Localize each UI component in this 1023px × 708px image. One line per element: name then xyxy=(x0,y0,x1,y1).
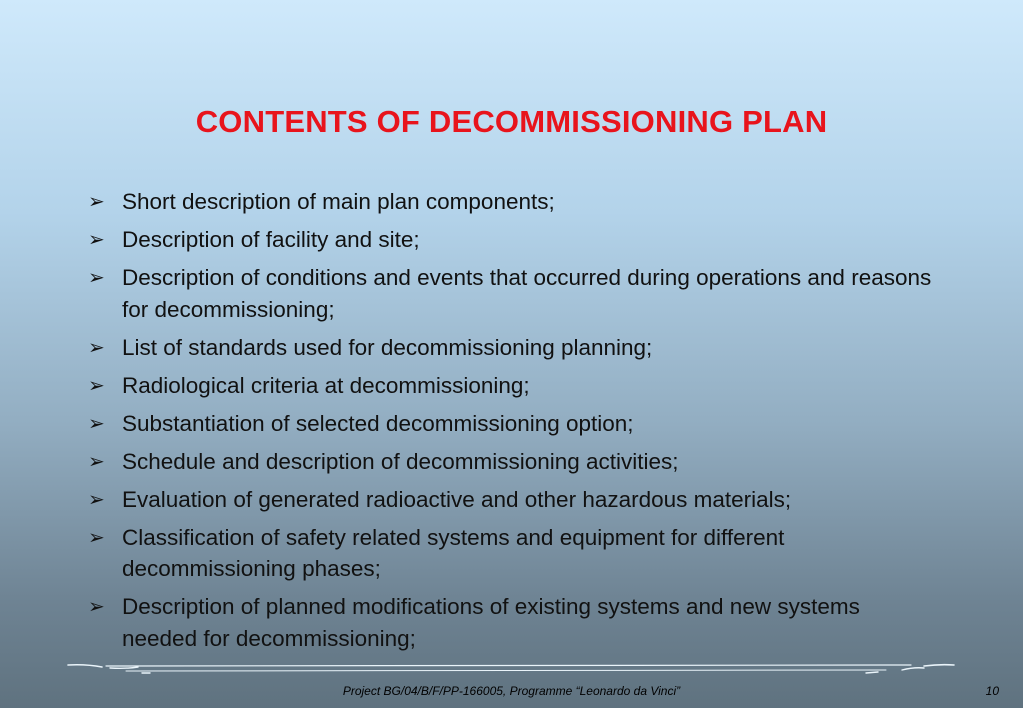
bullet-text: List of standards used for decommissioning planning; xyxy=(122,334,653,360)
arrow-bullet-icon: ➢ xyxy=(88,524,105,549)
bullet-text: Evaluation of generated radioactive and other hazardous materials; xyxy=(122,486,792,512)
bullet-text: Description of planned modifications of existing systems and new systems needed for decommissioning; xyxy=(122,594,860,651)
bullet-item xyxy=(86,484,936,516)
bullet-item xyxy=(86,224,936,256)
bullet-text: Short description of main plan components; xyxy=(122,189,555,214)
bullet-item xyxy=(86,522,936,585)
arrow-bullet-icon: ➢ xyxy=(88,448,105,473)
bullet-item xyxy=(86,332,936,364)
footer-project-text: Project BG/04/B/F/PP-166005, Programme “Leonardo da Vinci” xyxy=(342,684,681,698)
bullet-item xyxy=(86,408,936,440)
footer-divider xyxy=(66,658,956,678)
bullet-item xyxy=(86,186,936,218)
bullet-text: Substantiation of selected decommissioning option; xyxy=(122,410,634,436)
arrow-bullet-icon: ➢ xyxy=(88,486,105,511)
arrow-bullet-icon: ➢ xyxy=(88,410,105,435)
arrow-bullet-icon: ➢ xyxy=(88,227,105,251)
divider-strokes xyxy=(68,665,954,673)
bullet-text: Schedule and description of decommissioning activities; xyxy=(122,448,679,474)
arrow-bullet-icon: ➢ xyxy=(88,372,105,397)
bullet-item xyxy=(86,446,936,478)
bullet-text: Radiological criteria at decommissioning; xyxy=(122,372,530,398)
page-number: 10 xyxy=(985,684,999,698)
bullet-text: Description of conditions and events that occurred during operations and reasons for decommissioning; xyxy=(122,265,932,322)
arrow-bullet-icon: ➢ xyxy=(88,265,105,289)
arrow-bullet-icon: ➢ xyxy=(88,189,105,213)
arrow-bullet-icon: ➢ xyxy=(88,334,105,359)
slide-title: CONTENTS OF DECOMMISSIONING PLAN xyxy=(195,104,828,139)
bullet-item xyxy=(86,370,936,402)
bullet-text: Description of facility and site; xyxy=(122,227,420,252)
bullet-item xyxy=(86,262,936,325)
bullet-list xyxy=(86,186,936,661)
arrow-bullet-icon: ➢ xyxy=(88,594,105,618)
bullet-item xyxy=(86,591,936,654)
bullet-text: Classification of safety related systems and equipment for different decommissioning phases; xyxy=(122,524,785,581)
